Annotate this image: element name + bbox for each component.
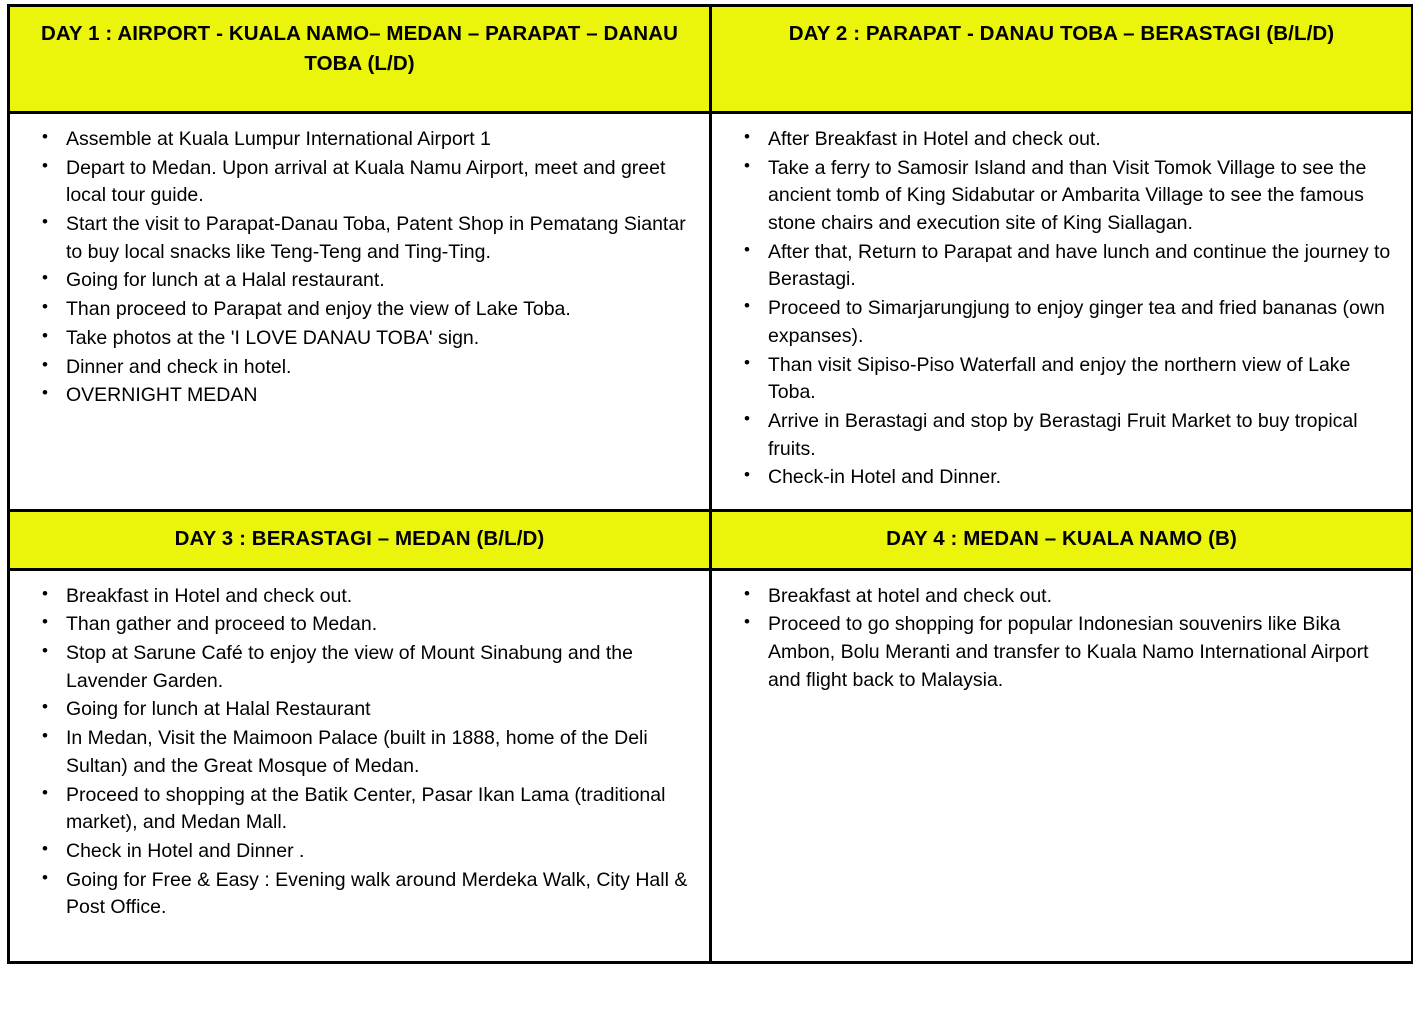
list-item: • Check in Hotel and Dinner . bbox=[66, 838, 695, 866]
list-item: • Dinner and check in hotel. bbox=[66, 354, 695, 382]
list-item: • Arrive in Berastagi and stop by Berastagi Fruit Market to buy tropical fruits. bbox=[768, 408, 1397, 463]
day4-itinerary-list bbox=[712, 571, 1411, 708]
day3-header-cell bbox=[9, 511, 711, 570]
list-item: • Proceed to go shopping for popular Indonesian souvenirs like Bika Ambon, Bolu Meranti and transfer to Kuala Namo International Airport and flight back to Malaysia. bbox=[768, 611, 1397, 694]
list-item: • Going for lunch at a Halal restaurant. bbox=[66, 267, 695, 295]
day2-header-cell bbox=[711, 6, 1413, 113]
day3-itinerary-list bbox=[10, 571, 709, 935]
list-item: • Start the visit to Parapat-Danau Toba, Patent Shop in Pematang Siantar to buy local snacks like Teng-Teng and Ting-Ting. bbox=[66, 211, 695, 266]
list-item: • Going for lunch at Halal Restaurant bbox=[66, 696, 695, 724]
day4-body-cell bbox=[711, 569, 1413, 962]
day2-title: DAY 2 : PARAPAT - DANAU TOBA – BERASTAGI (B/L/D) bbox=[712, 7, 1411, 111]
list-item: • Proceed to Simarjarungjung to enjoy ginger tea and fried bananas (own expanses). bbox=[768, 295, 1397, 350]
list-item: • In Medan, Visit the Maimoon Palace (built in 1888, home of the Deli Sultan) and the Great Mosque of Medan. bbox=[66, 725, 695, 780]
list-item: • After that, Return to Parapat and have lunch and continue the journey to Berastagi. bbox=[768, 239, 1397, 294]
list-item: • Take photos at the 'I LOVE DANAU TOBA' sign. bbox=[66, 325, 695, 353]
day1-header-cell bbox=[9, 6, 711, 113]
day1-itinerary-list bbox=[10, 114, 709, 423]
day3-title: DAY 3 : BERASTAGI – MEDAN (B/L/D) bbox=[10, 512, 709, 568]
table-row-headers-day1-day2 bbox=[9, 6, 1413, 113]
list-item: • Take a ferry to Samosir Island and than Visit Tomok Village to see the ancient tomb of King Sidabutar or Ambarita Village to see the famous stone chairs and execution site of King Siallagan. bbox=[768, 155, 1397, 238]
list-item: • Going for Free & Easy : Evening walk around Merdeka Walk, City Hall & Post Office. bbox=[66, 867, 695, 922]
list-item: • After Breakfast in Hotel and check out. bbox=[768, 126, 1397, 154]
list-item: • OVERNIGHT MEDAN bbox=[66, 382, 695, 410]
list-item: • Breakfast at hotel and check out. bbox=[768, 583, 1397, 611]
day1-title: DAY 1 : AIRPORT - KUALA NAMO– MEDAN – PARAPAT – DANAU TOBA (L/D) bbox=[10, 7, 709, 111]
day2-itinerary-list bbox=[712, 114, 1411, 505]
list-item: • Check-in Hotel and Dinner. bbox=[768, 464, 1397, 492]
list-item: • Than visit Sipiso-Piso Waterfall and enjoy the northern view of Lake Toba. bbox=[768, 352, 1397, 407]
day4-header-cell bbox=[711, 511, 1413, 570]
table-row-body-day3-day4 bbox=[9, 569, 1413, 962]
list-item: • Proceed to shopping at the Batik Center, Pasar Ikan Lama (traditional market), and Medan Mall. bbox=[66, 782, 695, 837]
table-row-headers-day3-day4 bbox=[9, 511, 1413, 570]
list-item: • Breakfast in Hotel and check out. bbox=[66, 583, 695, 611]
day1-body-cell bbox=[9, 113, 711, 511]
list-item: • Depart to Medan. Upon arrival at Kuala Namu Airport, meet and greet local tour guide. bbox=[66, 155, 695, 210]
table-row-body-day1-day2 bbox=[9, 113, 1413, 511]
itinerary-table bbox=[7, 4, 1413, 964]
list-item: • Assemble at Kuala Lumpur International Airport 1 bbox=[66, 126, 695, 154]
list-item: • Than proceed to Parapat and enjoy the view of Lake Toba. bbox=[66, 296, 695, 324]
list-item: • Than gather and proceed to Medan. bbox=[66, 611, 695, 639]
day2-body-cell bbox=[711, 113, 1413, 511]
day3-body-cell bbox=[9, 569, 711, 962]
day4-title: DAY 4 : MEDAN – KUALA NAMO (B) bbox=[712, 512, 1411, 568]
list-item: • Stop at Sarune Café to enjoy the view of Mount Sinabung and the Lavender Garden. bbox=[66, 640, 695, 695]
